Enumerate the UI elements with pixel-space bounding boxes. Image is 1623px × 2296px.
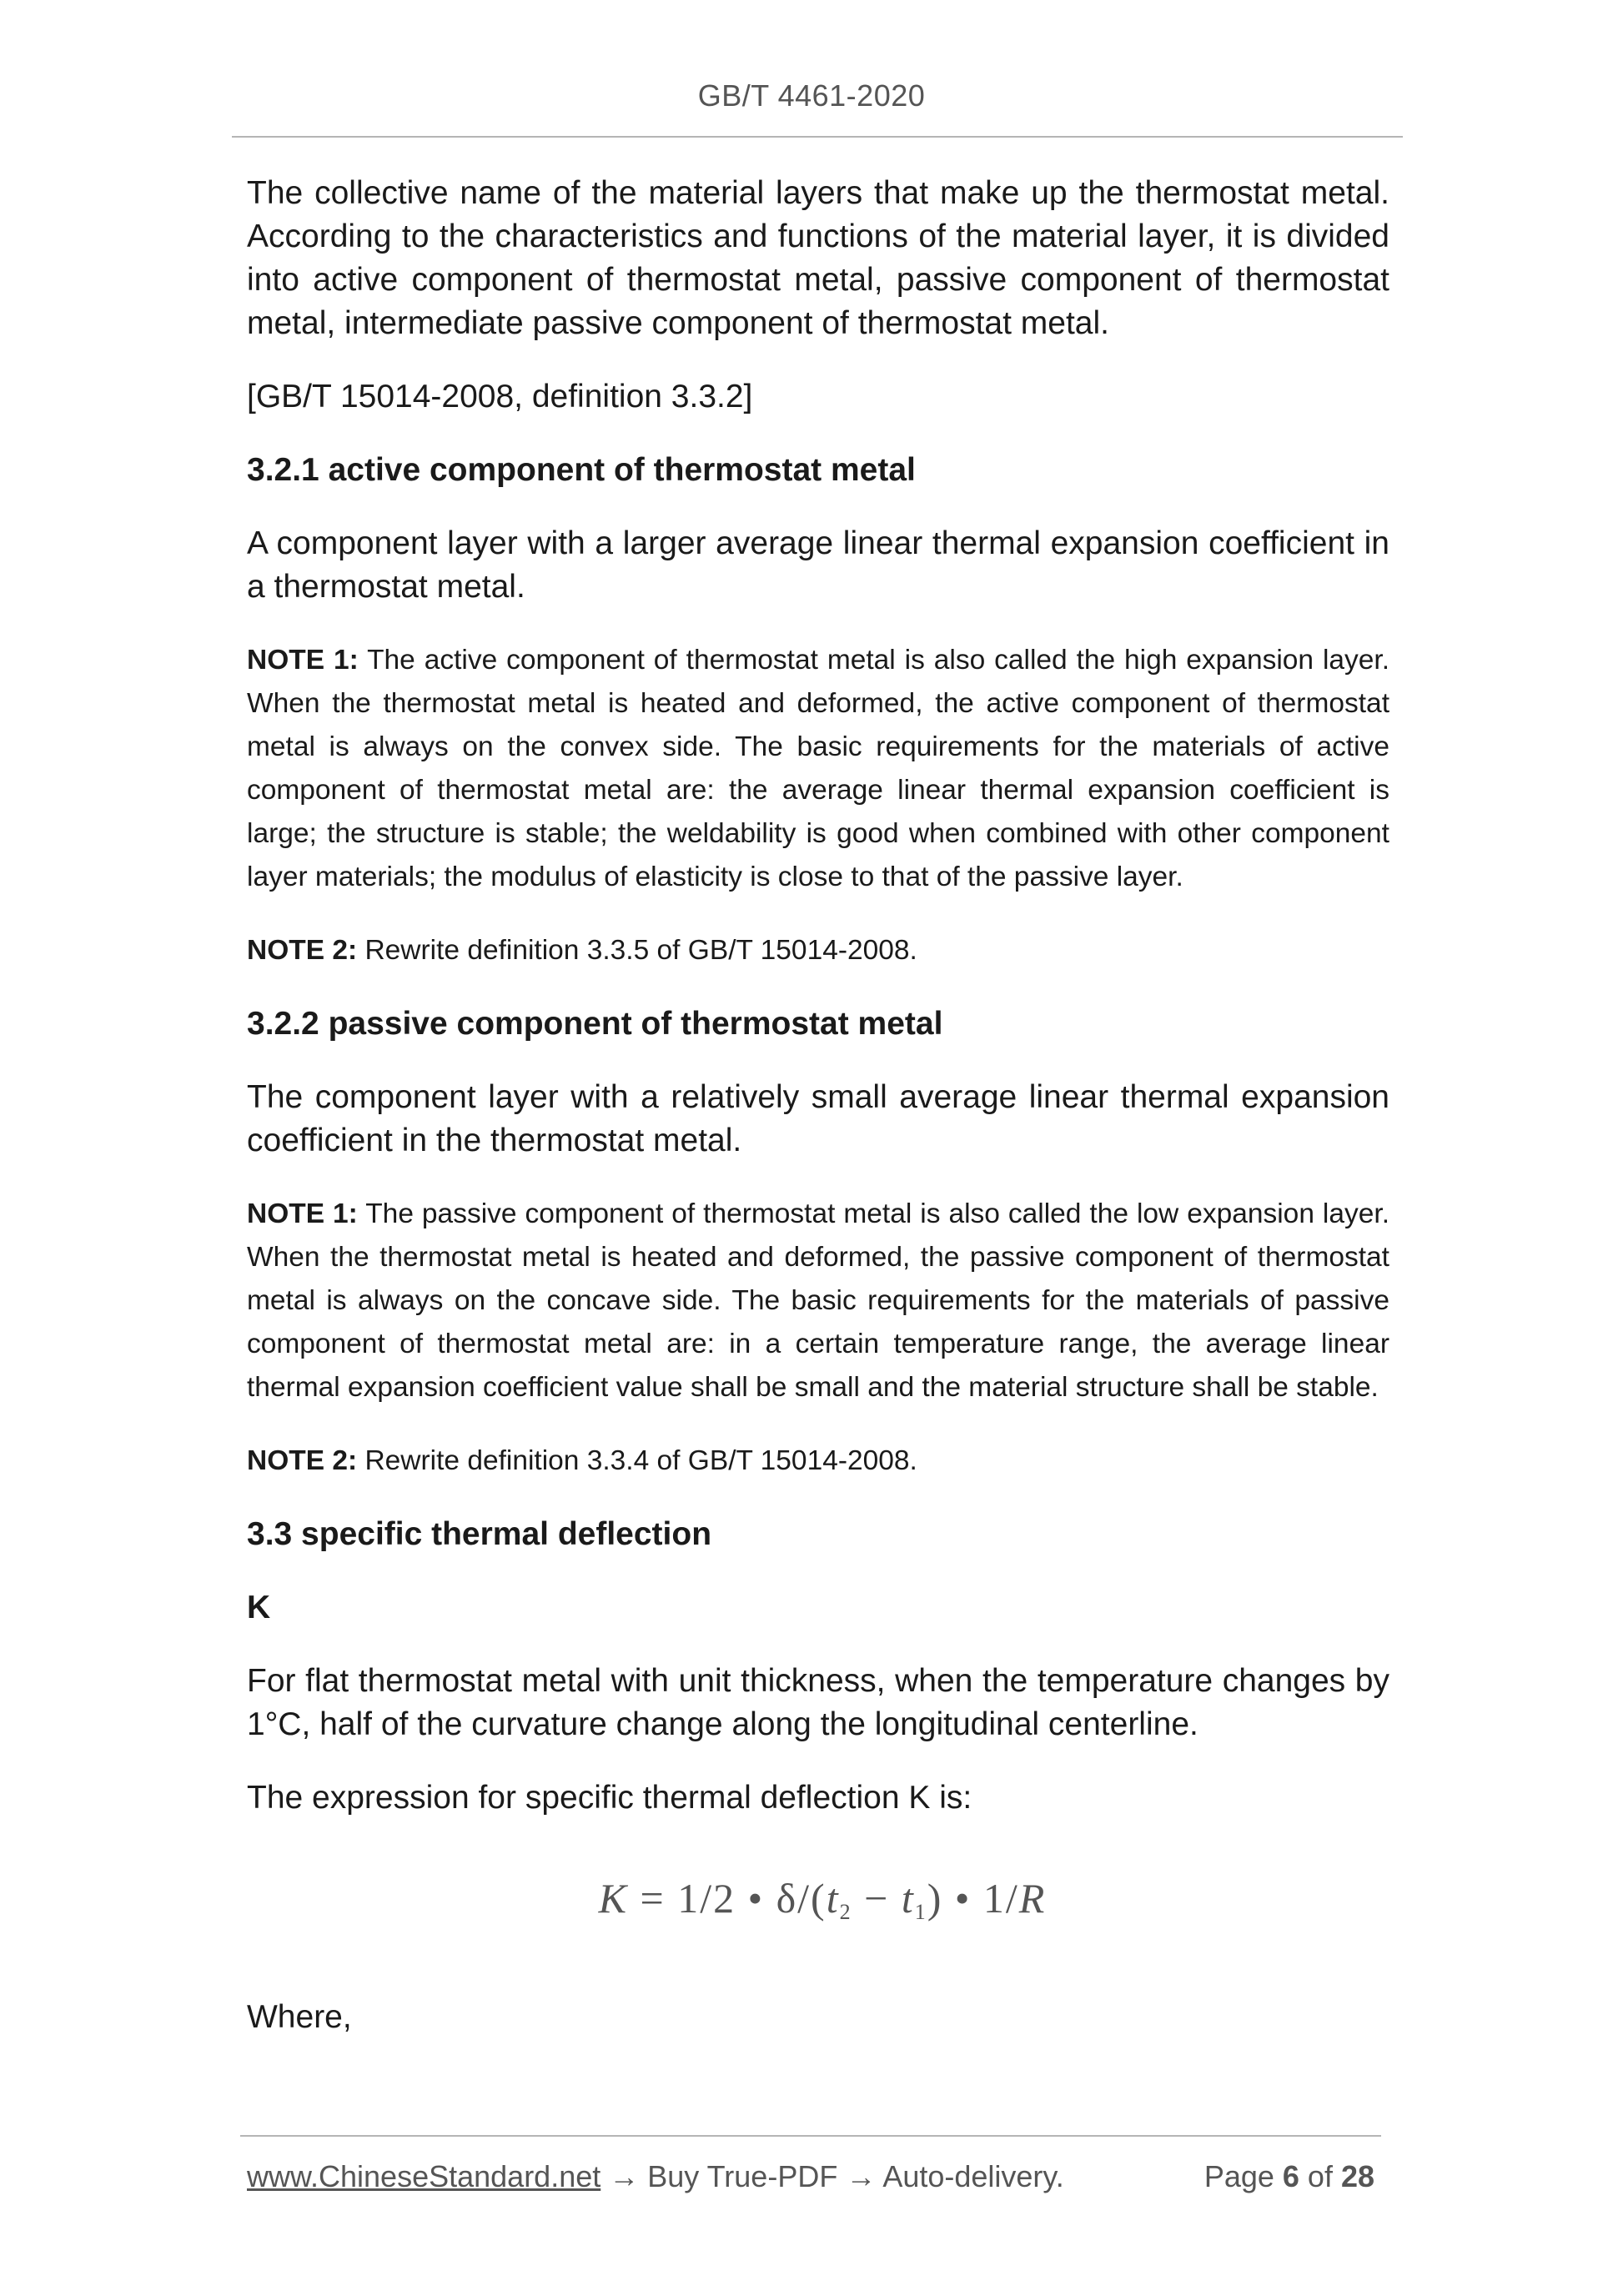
footer-tagline: → Buy True-PDF → Auto-delivery. [600,2159,1064,2193]
section-3-3-definition: For flat thermostat metal with unit thickness, when the temperature changes by 1°C, half of the curvature change along the longitudinal centerline. [247,1663,1389,1742]
where-label: Where, [247,1999,352,2035]
note-label: NOTE 2: [247,1445,358,1476]
note-text: The passive component of thermostat metal is also called the low expansion layer. When the thermostat metal is heated and deformed, the passive component of thermostat metal is always on the concave side. The basic requirements for the materials of passive component of thermostat metal are: in a certain temperature range, the average linear thermal expansion coefficient value shall be small and the material structure shall be stable. [247,1198,1389,1403]
section-3-2-2-definition: The component layer with a relatively small average linear thermal expansion coefficient in the thermostat metal. [247,1079,1389,1158]
section-3-2-1-note-2 [247,929,1389,972]
section-3-2-1-note-1 [247,639,1389,899]
page-content [247,172,1389,2039]
total-page-count: 28 [1340,2159,1374,2193]
section-3-2-2-note-1 [247,1193,1389,1409]
section-3-2-1-heading: 3.2.1 active component of thermostat metal [247,452,916,488]
note-text: Rewrite definition 3.3.5 of GB/T 15014-2008. [364,935,917,966]
footer-divider [240,2135,1381,2137]
website-link[interactable]: www.ChineseStandard.net [247,2159,601,2193]
note-label: NOTE 1: [247,1198,358,1229]
note-text: The active component of thermostat metal is also called the high expansion layer. When the thermostat metal is heated and deformed, the active component of thermostat metal is always on the convex side. The basic requirements for the materials of active component of thermostat metal are: the average linear thermal expansion coefficient is large; the structure is stable; the weldability is good when combined with other component layer materials; the modulus of elasticity is close to that of the passive layer. [247,645,1390,892]
header-divider [232,136,1403,138]
note-text: Rewrite definition 3.3.4 of GB/T 15014-2008. [364,1445,917,1476]
specific-thermal-deflection-formula: K = 1/2 • $\delta/(t_2 - t_1)$ • 1/R [598,1875,1047,1924]
note-label: NOTE 1: [247,645,359,676]
page-header-title: GB/T 4461-2020 [697,78,926,113]
section-3-3-symbol: K [247,1590,271,1625]
section-3-2-1-definition: A component layer with a larger average linear thermal expansion coefficient in a thermostat metal. [247,525,1389,605]
section-3-3-expression-intro: The expression for specific thermal deflection K is: [247,1780,972,1816]
section-3-3-heading: 3.3 specific thermal deflection [247,1516,712,1552]
footer-promo [247,2155,1064,2198]
note-label: NOTE 2: [247,935,358,966]
page-indicator: Page 6 of 28 [1203,2159,1374,2193]
section-3-2-2-note-2 [247,1439,1389,1483]
intro-paragraph: The collective name of the material layers that make up the thermostat metal. According to the characteristics and functions of the material layer, it is divided into active component of thermostat metal, passive component of thermostat metal, intermediate passive component of thermostat metal. [247,175,1389,341]
intro-reference: [GB/T 15014-2008, definition 3.3.2] [247,379,753,414]
section-3-2-2-heading: 3.2.2 passive component of thermostat metal [247,1006,943,1042]
current-page-number: 6 [1282,2159,1299,2193]
